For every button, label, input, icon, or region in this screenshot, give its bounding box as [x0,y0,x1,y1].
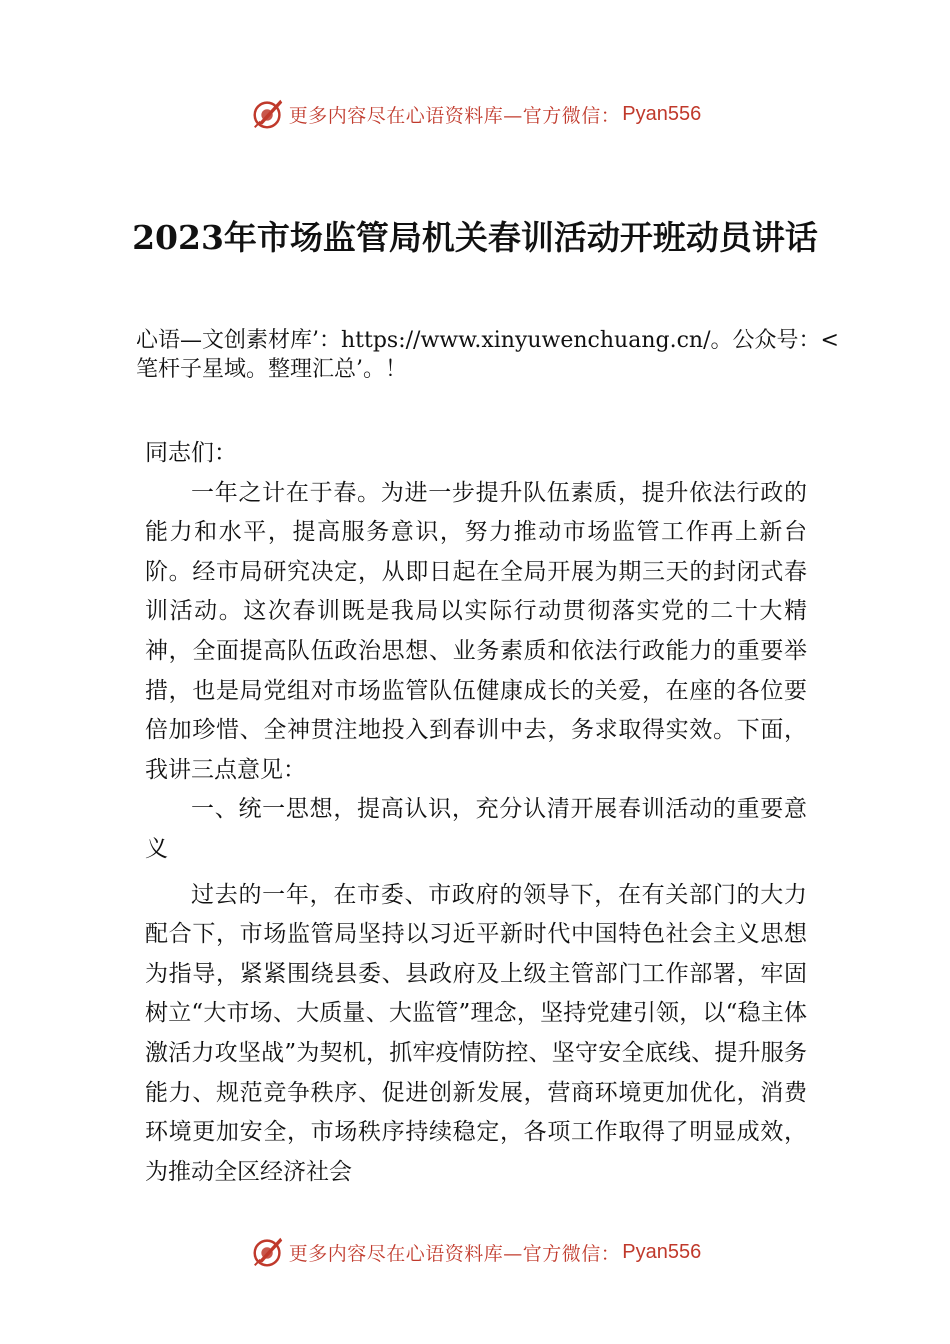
paragraph-intro: 一年之计在于春。为进一步提升队伍素质，提升依法行政的能力和水平，提高服务意识，努力推动市场监管工作再上新台阶。经市局研究决定，从即日起在全局开展为期三天的封闭式春训活动。这次春训既是我局以实际行动贯彻落实党的二十大精神，全面提高队伍政治思想、业务素质和依法行政能力的重要举措，也是局党组对市场监管队伍健康成长的关爱，在座的各位要倍加珍惜、全神贯注地投入到春训中去，务求取得实效。下面，我讲三点意见： [145,479,807,783]
banner-wechat-id: Pyan556 [622,102,702,125]
salutation: 同志们： [145,440,237,466]
paragraph-review: 过去的一年，在市委、市政府的领导下，在有关部门的大力配合下，市场监管局坚持以习近平新时代中国特色社会主义思想为指导，紧紧围绕县委、县政府及上级主管部门工作部署，牢固树立“大市场、大质量、大监管”理念，坚持党建引领，以“稳主体激活力攻坚战”为契机，抓牢疫情防控、坚守安全底线、提升服务能力、规范竞争秩序、促进创新发展，营商环境更加优化，消费环境更加安全，市场秩序持续稳定，各项工作取得了明显成效，为推动全区经济社会 [145,881,807,1185]
header-watermark-banner [0,94,950,134]
document-body [145,434,807,1192]
footer-watermark-banner [0,1232,950,1272]
quill-circle-icon [249,95,287,133]
banner-wechat-id: Pyan556 [622,1240,702,1263]
quill-circle-icon [249,1233,287,1271]
section-heading-1: 一、统一思想，提高认识，充分认清开展春训活动的重要意义 [145,796,807,862]
document-title: 2023年市场监管局机关春训活动开班动员讲话 [132,218,818,257]
banner-text: 更多内容尽在心语资料库—官方微信： [288,1242,621,1265]
banner-text: 更多内容尽在心语资料库—官方微信： [288,104,621,127]
source-note: 心语—文创素材库’：https://www.xinyuwenchuang.cn/。公众号：<笔杆子星域。整理汇总’。！ [136,328,839,382]
